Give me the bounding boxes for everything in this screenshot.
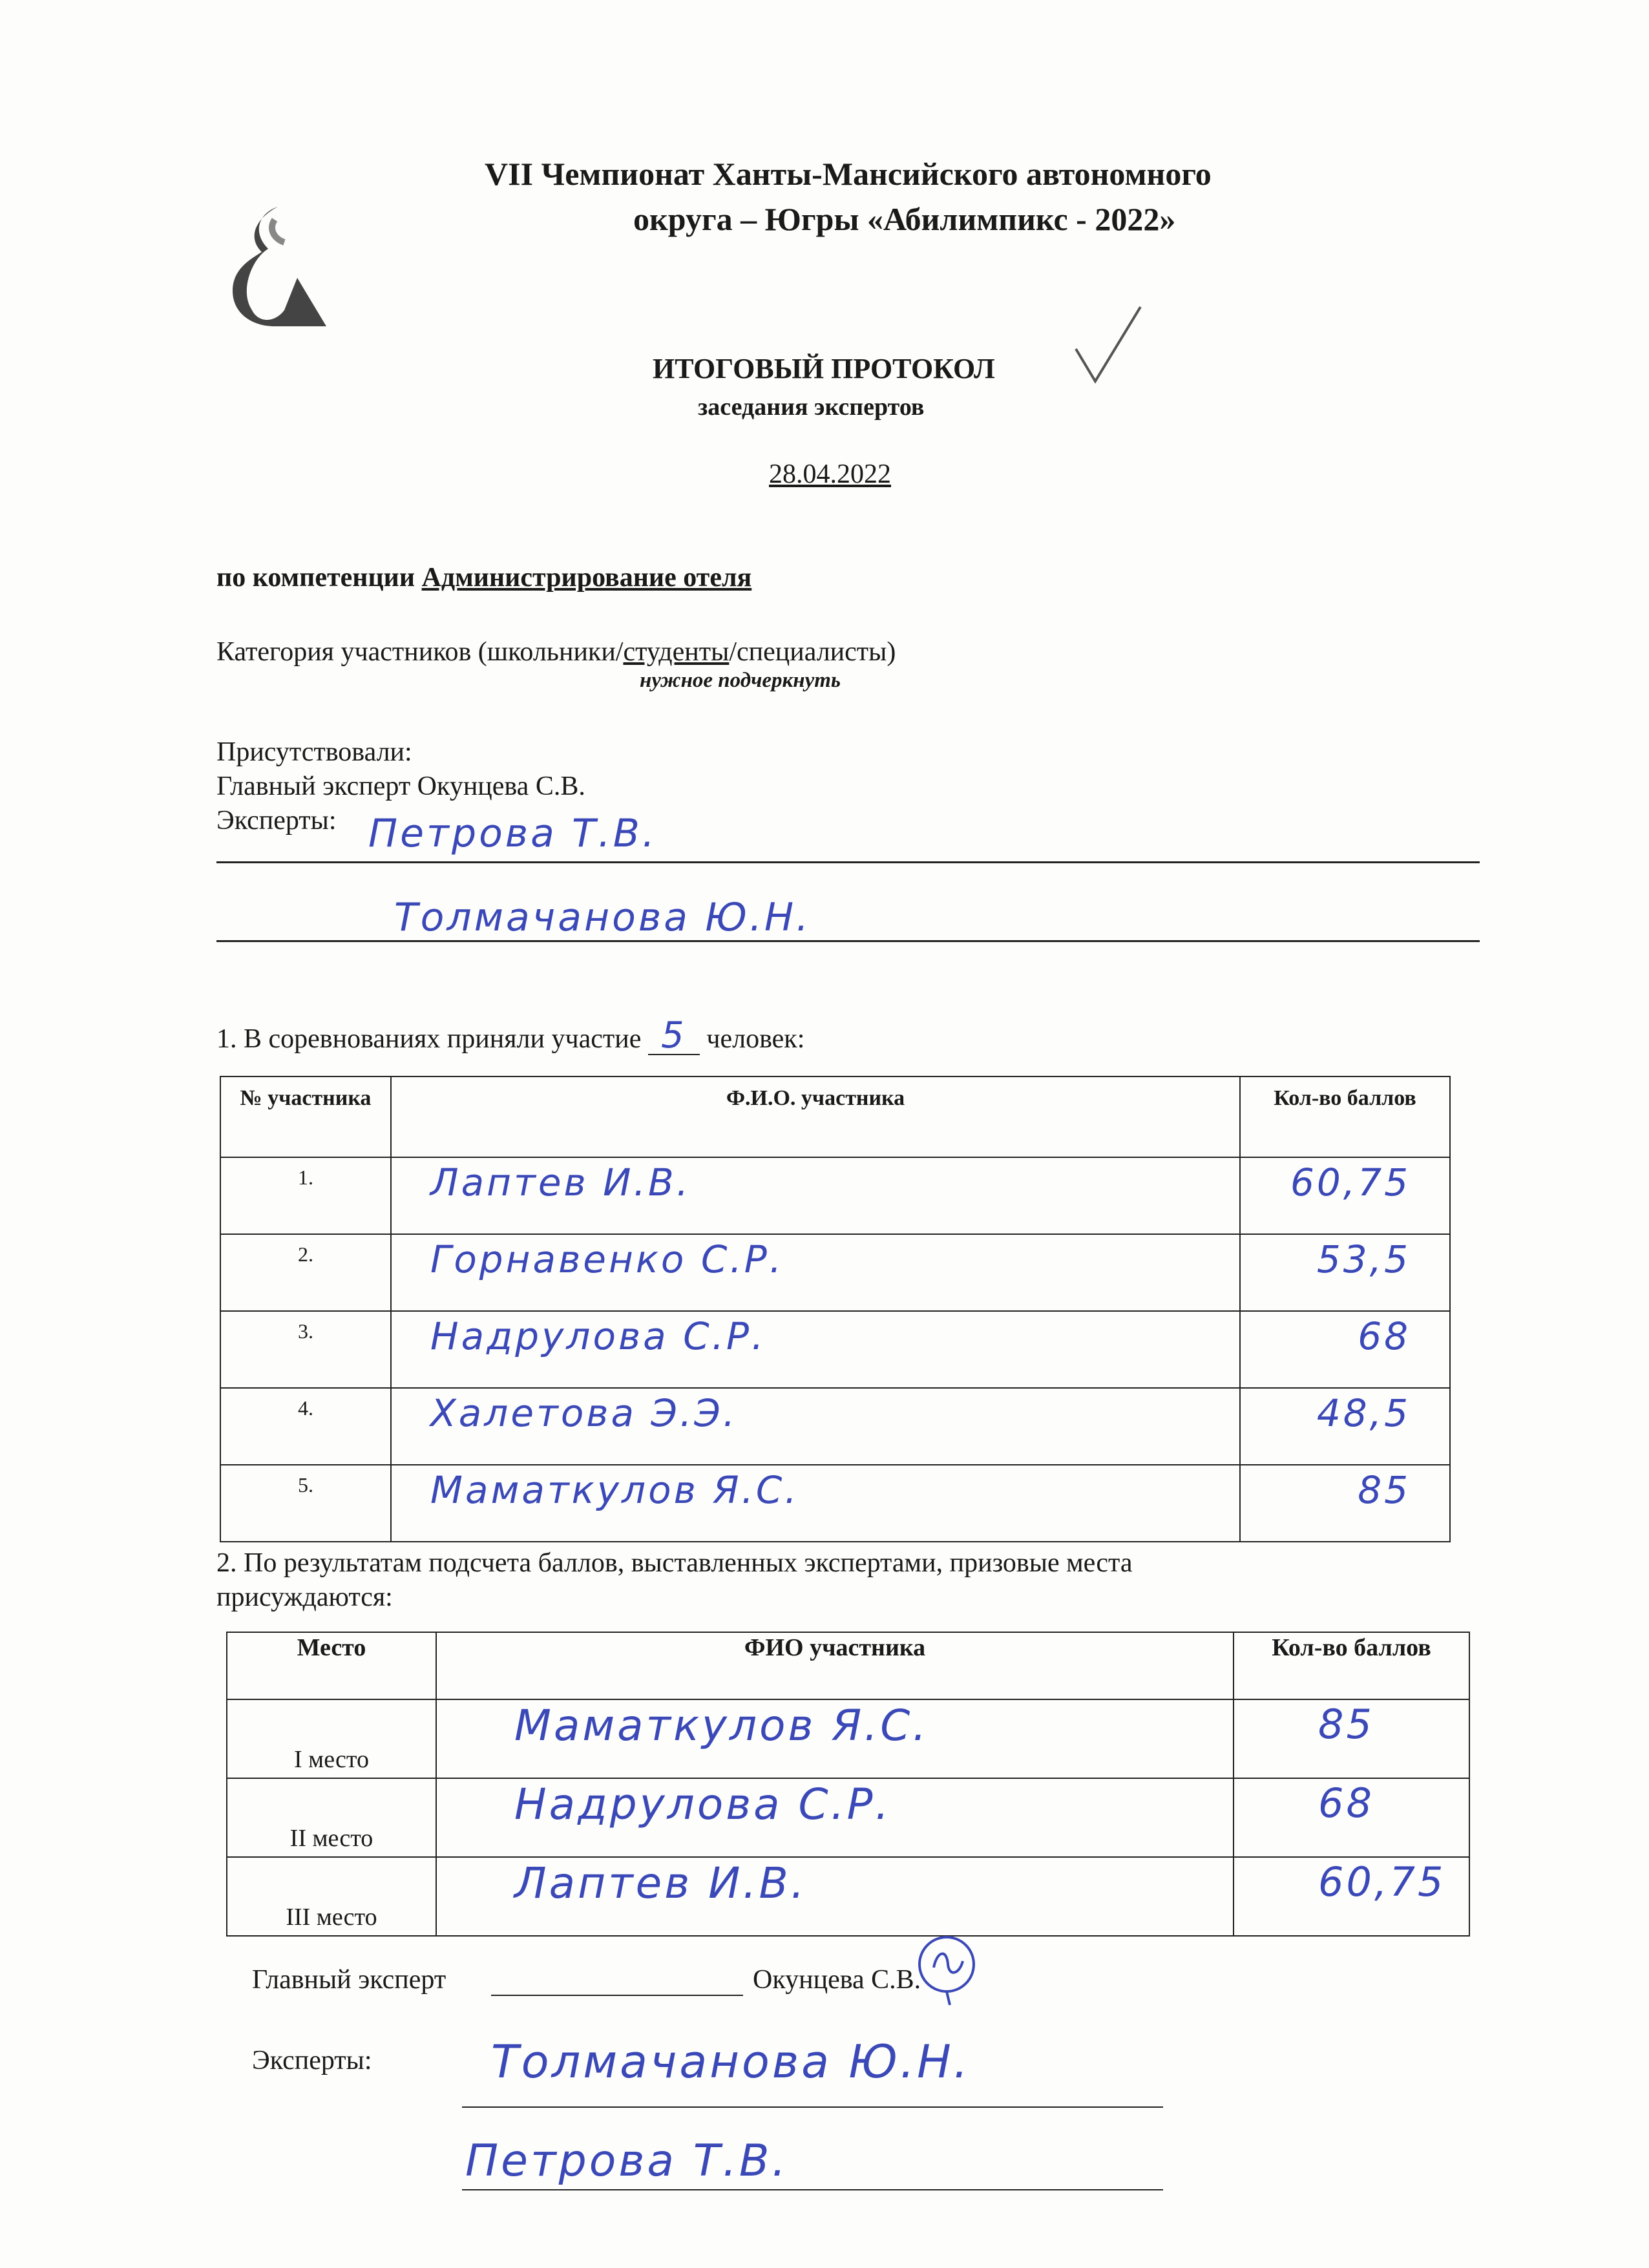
signature-line [491, 1995, 743, 1996]
table-row [220, 1311, 1450, 1388]
attendance-label: Присутствовали: [216, 737, 412, 767]
signature-line [462, 2189, 1163, 2190]
section2-line2: присуждаются: [216, 1582, 393, 1612]
row-number: 5. [220, 1465, 391, 1542]
signature-line [462, 2106, 1163, 2108]
competence-line [216, 562, 751, 593]
championship-title-line1: VII Чемпионат Ханты-Мансийского автономного [485, 156, 1212, 192]
place: III место [227, 1857, 436, 1936]
divider [216, 940, 1480, 942]
category-selected: студенты [623, 637, 730, 667]
row-number: 2. [220, 1234, 391, 1311]
col-header-name: Ф.И.О. участника [391, 1076, 1240, 1157]
row-number: 4. [220, 1388, 391, 1465]
divider [216, 861, 1480, 863]
participants-table [220, 1076, 1451, 1542]
expert-handwritten-2: Толмачанова Ю.Н. [394, 895, 812, 940]
chief-signature-label: Главный эксперт [252, 1965, 446, 1995]
winner-name: Маматкулов Я.С. [436, 1699, 1234, 1778]
participant-name: Надрулова С.Р. [391, 1311, 1240, 1388]
chief-signature-name: Окунцева С.В. [753, 1965, 921, 1995]
col-header-number: № участника [220, 1076, 391, 1157]
col-header-score: Кол-во баллов [1240, 1076, 1450, 1157]
abilympics-logo [213, 200, 330, 330]
participant-score: 85 [1240, 1465, 1450, 1542]
championship-title-line2: округа – Югры «Абилимпикс - 2022» [633, 201, 1176, 237]
participant-score: 68 [1240, 1311, 1450, 1388]
winners-table [226, 1632, 1470, 1937]
table-row [220, 1234, 1450, 1311]
expert-signature-2: Петрова Т.В. [465, 2136, 789, 2187]
place: I место [227, 1699, 436, 1778]
col-header-name: ФИО участника [436, 1632, 1234, 1699]
category-prefix: Категория участников (школьники/ [216, 637, 624, 667]
participant-score: 60,75 [1240, 1157, 1450, 1234]
place: II место [227, 1778, 436, 1857]
participant-count: 5 [648, 1018, 700, 1055]
winner-name: Надрулова С.Р. [436, 1778, 1234, 1857]
table-row [220, 1157, 1450, 1234]
protocol-date: 28.04.2022 [769, 459, 891, 489]
participant-score: 48,5 [1240, 1388, 1450, 1465]
table-row [227, 1699, 1469, 1778]
table-row [227, 1778, 1469, 1857]
checkmark-icon [1073, 304, 1144, 388]
winner-score: 60,75 [1234, 1857, 1469, 1936]
experts-label: Эксперты: [216, 806, 337, 835]
section2-line1: 2. По результатам подсчета баллов, выставленных экспертами, призовые места [216, 1548, 1133, 1578]
protocol-title: ИТОГОВЫЙ ПРОТОКОЛ [653, 353, 995, 384]
participant-name: Маматкулов Я.С. [391, 1465, 1240, 1542]
participant-score: 53,5 [1240, 1234, 1450, 1311]
category-note: нужное подчеркнуть [640, 669, 841, 692]
table-row [227, 1857, 1469, 1936]
row-number: 1. [220, 1157, 391, 1234]
participant-name: Лаптев И.В. [391, 1157, 1240, 1234]
section1-suffix: человек: [699, 1024, 805, 1054]
participant-name: Горнавенко С.Р. [391, 1234, 1240, 1311]
protocol-subtitle: заседания экспертов [698, 394, 925, 421]
section1-prefix: 1. В соревнованиях приняли участие [216, 1024, 648, 1054]
experts-signature-label: Эксперты: [252, 2046, 372, 2075]
winner-score: 85 [1234, 1699, 1469, 1778]
winner-score: 68 [1234, 1778, 1469, 1857]
section1-line [216, 1014, 805, 1056]
table-header-row [220, 1076, 1450, 1157]
competence-prefix: по компетенции [216, 563, 422, 593]
category-suffix: /специалисты) [729, 637, 896, 667]
participant-name: Халетова Э.Э. [391, 1388, 1240, 1465]
table-row [220, 1388, 1450, 1465]
competence-name: Администрирование отеля [421, 563, 752, 593]
chief-expert-line: Главный эксперт Окунцева С.В. [216, 772, 585, 801]
expert-signature-1: Толмачанова Ю.Н. [491, 2035, 971, 2088]
col-header-score: Кол-во баллов [1234, 1632, 1469, 1699]
table-row [220, 1465, 1450, 1542]
winner-name: Лаптев И.В. [436, 1857, 1234, 1936]
table-header-row [227, 1632, 1469, 1699]
col-header-place: Место [227, 1632, 436, 1699]
category-line [216, 636, 896, 667]
expert-handwritten-1: Петрова Т.В. [368, 811, 657, 856]
row-number: 3. [220, 1311, 391, 1388]
